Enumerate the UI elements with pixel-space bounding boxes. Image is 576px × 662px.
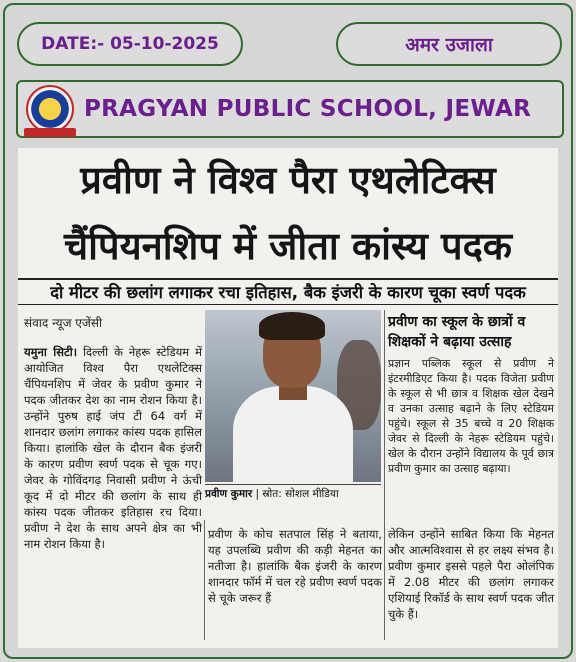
athlete-photo: [205, 310, 381, 482]
article-column-1: [24, 344, 202, 552]
column-1-text: दिल्ली के नेहरू स्टेडियम में आयोजित विश्व पैरा एथलेटिक्स चैंपियनशिप में जेवर के प्रवीण कुमार ने पदक जीतकर देश का नाम रोशन किया है। उन्होंने पुरुष हाई जंप टी 64 वर्ग में शानदार छलांग लगाकर कांस्य पदक हासिल किया। हालांकि खेल के दौरान बैक इंजरी के कारण प्रवीण स्वर्ण पदक से चूक गए। जेवर के गोविंदगढ़ निवासी प्रवीण ने ऊंची कूद में दो मीटर की छलांग के साथ ही कांस्य पदक जीतकर इतिहास रच दिया। प्रवीण ने देश के साथ अपने क्षेत्र का भी नाम रोशन किया है।: [24, 345, 203, 551]
byline: संवाद न्यूज एजेंसी: [24, 316, 103, 330]
date-badge: [17, 22, 243, 66]
caption-name: प्रवीण कुमार: [205, 488, 253, 500]
article-column-3: प्रवीण के कोच सतपाल सिंह ने बताया, यह उपलब्धि प्रवीण की कड़ी मेहनत का नतीजा है। हालांकि बैक इंजरी के कारण शानदार फॉर्म में चल रहे प्रवीण स्वर्ण पदक से चूके जरूर हैं: [208, 527, 382, 605]
dateline: यमुना सिटी।: [24, 345, 78, 359]
photo-caption: [205, 484, 381, 501]
subheadline: दो मीटर की छलांग लगाकर रचा इतिहास, बैक इंजरी के कारण चूका स्वर्ण पदक: [50, 283, 526, 302]
headline-line-2: चैंपियनशिप में जीता कांस्य पदक: [64, 224, 512, 268]
newspaper-clipping: [18, 148, 558, 648]
article-column-2: प्रज्ञान पब्लिक स्कूल से प्रवीण ने इंटरमीडिएट किया है। पदक विजेता प्रवीण के स्कूल से भी छात्र व शिक्षक खेल देखने व उनका उत्साह बढ़ाने के लिए स्टेडियम पहुंचे। स्कूल से 35 बच्चे व 20 शिक्षक जेवर से दिल्ली के नेहरू स्टेडियम पहुंचे। खेल के दौरान उन्होंने विद्यालय के पूर्व छात्र प्रवीण कुमार का उत्साह बढ़ाया।: [388, 357, 554, 475]
divider: [18, 304, 558, 305]
school-name: PRAGYAN PUBLIC SCHOOL, JEWAR: [84, 96, 532, 122]
school-banner: [16, 80, 564, 138]
article-column-4: लेकिन उन्होंने साबित किया कि मेहनत और आत्मविश्वास से हर लक्ष्य संभव है। प्रवीण कुमार इससे पहले पैरा ओलंपिक में 2.08 मीटर की छलांग लगाकर एशियाई रिकॉर्ड के साथ स्वर्ण पदक जीत चुके हैं।: [388, 527, 554, 621]
newspaper-name: अमर उजाला: [405, 34, 493, 56]
caption-source: | स्रोत: सोशल मीडिया: [252, 488, 339, 500]
school-logo-icon: [26, 85, 74, 133]
column-divider: [204, 520, 205, 640]
column-divider: [384, 310, 385, 640]
newspaper-badge: [336, 22, 562, 66]
headline-line-1: प्रवीण ने विश्व पैरा एथलेटिक्स: [80, 158, 496, 202]
sidebar-title: प्रवीण का स्कूल के छात्रों व शिक्षकों ने बढ़ाया उत्साह: [388, 314, 526, 350]
date-label: DATE:- 05-10-2025: [41, 34, 219, 54]
